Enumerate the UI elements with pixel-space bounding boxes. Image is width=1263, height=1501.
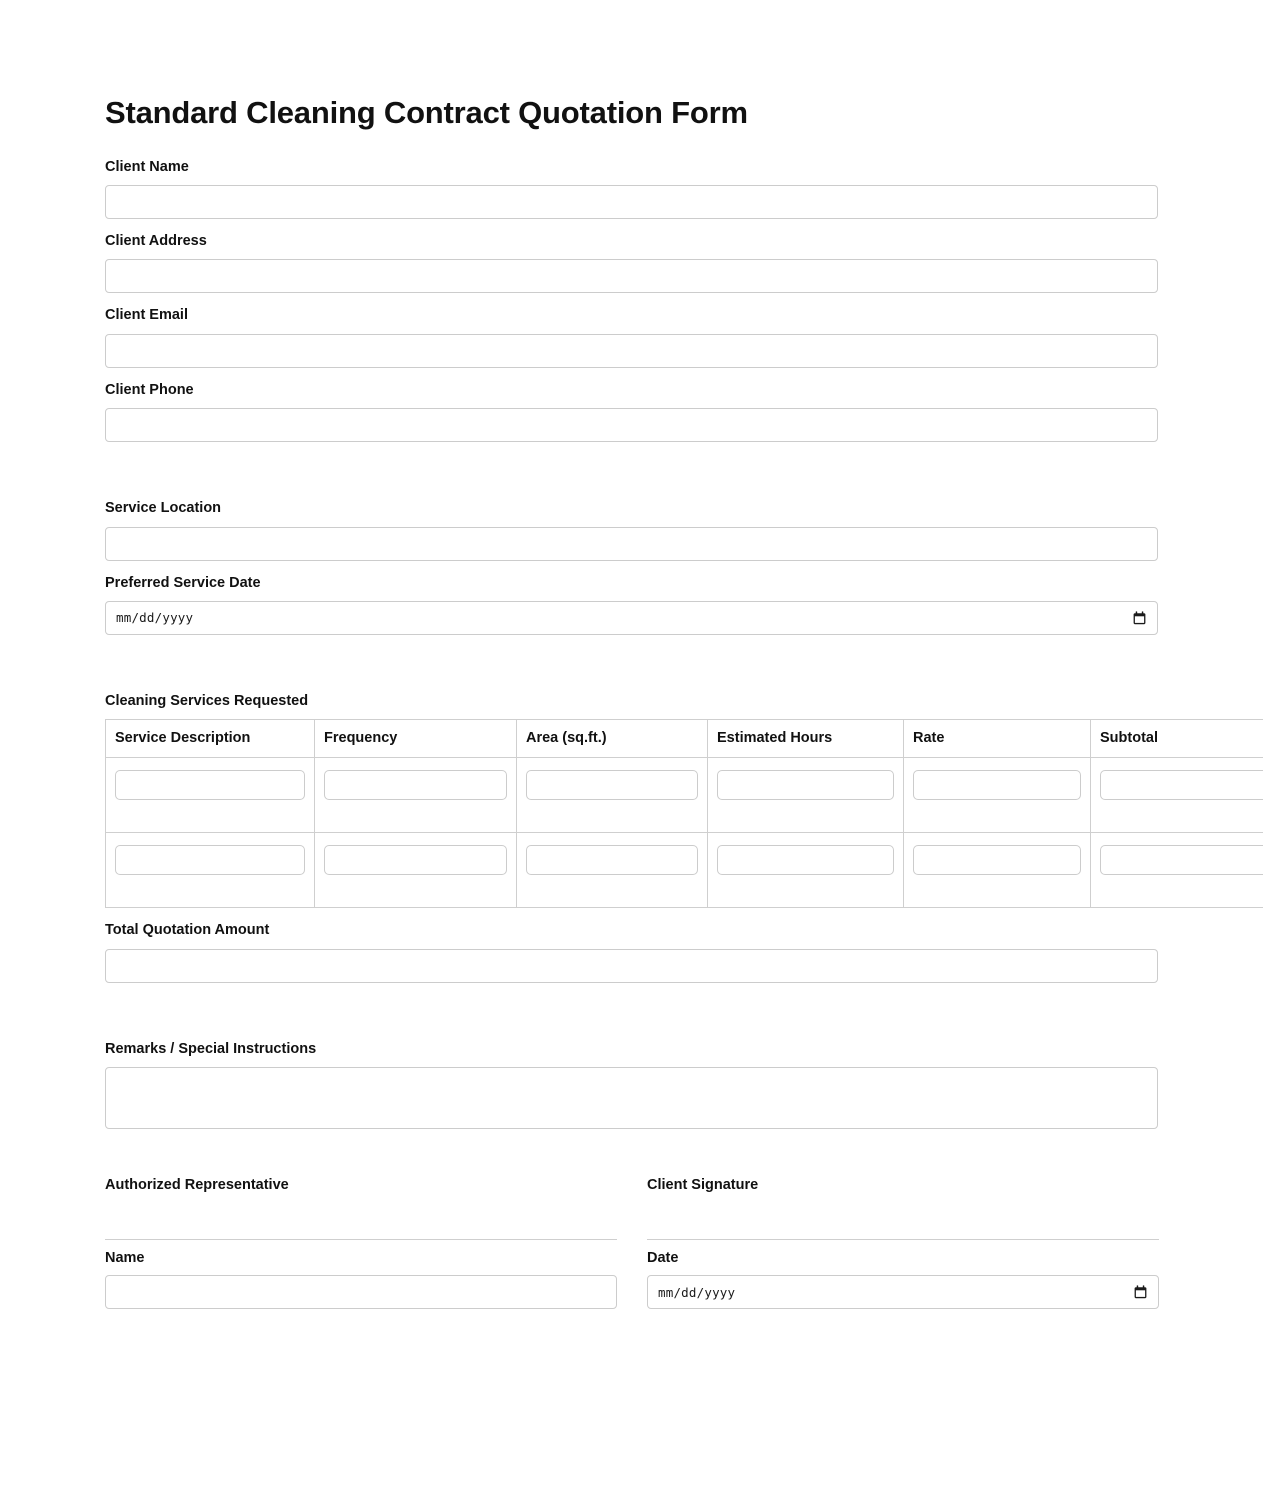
service-description-input-row2[interactable] [115, 845, 305, 875]
frequency-input-row1[interactable] [324, 770, 507, 800]
client-address-label: Client Address [105, 233, 207, 250]
total-quotation-amount-label: Total Quotation Amount [105, 922, 270, 939]
client-phone-input[interactable] [105, 408, 1158, 442]
service-description-input-row1[interactable] [115, 770, 305, 800]
column-header-rate: Rate [904, 720, 1091, 758]
field-client-email [105, 307, 1158, 367]
field-total-quotation-amount [105, 922, 1158, 982]
field-client-phone [105, 382, 1158, 442]
services-section [105, 693, 1158, 908]
page-title: Standard Cleaning Contract Quotation Form [105, 95, 748, 130]
cell-rate [904, 833, 1091, 908]
representative-name-input[interactable] [105, 1275, 617, 1309]
cell-area [517, 833, 708, 908]
client-email-input[interactable] [105, 334, 1158, 368]
field-remarks [105, 1041, 1158, 1129]
services-table-heading: Cleaning Services Requested [105, 692, 309, 709]
signature-date-placeholder-text: mm/dd/yyyy [658, 1284, 736, 1300]
cell-estimated-hours [708, 758, 904, 833]
cell-area [517, 758, 708, 833]
column-header-estimated-hours: Estimated Hours [708, 720, 904, 758]
column-header-service-description: Service Description [106, 720, 315, 758]
subtotal-input-row2[interactable] [1100, 845, 1263, 875]
column-header-area: Area (sq.ft.) [517, 720, 708, 758]
service-details-group [105, 500, 1158, 635]
client-signature-date-label: Date [647, 1250, 679, 1267]
signature-column-representative [105, 1177, 617, 1309]
cell-estimated-hours [708, 833, 904, 908]
area-input-row2[interactable] [526, 845, 698, 875]
client-name-label: Client Name [105, 158, 189, 175]
column-header-subtotal: Subtotal [1091, 720, 1263, 758]
client-email-label: Client Email [105, 307, 188, 324]
services-table-header-row [106, 720, 1263, 758]
date-placeholder-text: mm/dd/yyyy [116, 610, 194, 626]
cell-subtotal [1091, 758, 1263, 833]
client-address-input[interactable] [105, 259, 1158, 293]
area-input-row1[interactable] [526, 770, 698, 800]
client-info-group [105, 159, 1158, 443]
cell-frequency [315, 833, 517, 908]
client-signature-heading: Client Signature [647, 1177, 759, 1194]
preferred-service-date-input[interactable] [105, 601, 1158, 635]
section-spacer-2 [105, 649, 1158, 693]
field-preferred-service-date [105, 575, 1158, 635]
signature-divider-right [647, 1239, 1159, 1240]
subtotal-input-row1[interactable] [1100, 770, 1263, 800]
field-client-address [105, 233, 1158, 293]
cell-service-description [106, 833, 315, 908]
cell-subtotal [1091, 833, 1263, 908]
rate-input-row1[interactable] [913, 770, 1081, 800]
client-signature-date-input[interactable] [647, 1275, 1159, 1309]
rate-input-row2[interactable] [913, 845, 1081, 875]
table-row [106, 833, 1263, 908]
signature-section [105, 1177, 1158, 1309]
estimated-hours-input-row2[interactable] [717, 845, 894, 875]
authorized-representative-heading: Authorized Representative [105, 1177, 289, 1194]
estimated-hours-input-row1[interactable] [717, 770, 894, 800]
table-row [106, 758, 1263, 833]
client-name-input[interactable] [105, 185, 1158, 219]
field-service-location [105, 500, 1158, 560]
signature-column-client [647, 1177, 1159, 1309]
preferred-service-date-label: Preferred Service Date [105, 574, 261, 591]
service-location-label: Service Location [105, 500, 222, 517]
cell-rate [904, 758, 1091, 833]
cell-service-description [106, 758, 315, 833]
services-table [105, 719, 1263, 908]
client-phone-label: Client Phone [105, 381, 194, 398]
total-quotation-amount-input[interactable] [105, 949, 1158, 983]
frequency-input-row2[interactable] [324, 845, 507, 875]
section-spacer [105, 456, 1158, 500]
remarks-label: Remarks / Special Instructions [105, 1040, 317, 1057]
signature-divider-left [105, 1239, 617, 1240]
field-client-name [105, 159, 1158, 219]
section-spacer-4 [105, 1143, 1158, 1177]
service-location-input[interactable] [105, 527, 1158, 561]
calendar-icon[interactable] [1134, 1285, 1147, 1299]
remarks-textarea[interactable] [105, 1067, 1158, 1129]
calendar-icon[interactable] [1133, 611, 1146, 625]
cell-frequency [315, 758, 517, 833]
column-header-frequency: Frequency [315, 720, 517, 758]
representative-name-label: Name [105, 1250, 145, 1267]
section-spacer-3 [105, 997, 1158, 1041]
